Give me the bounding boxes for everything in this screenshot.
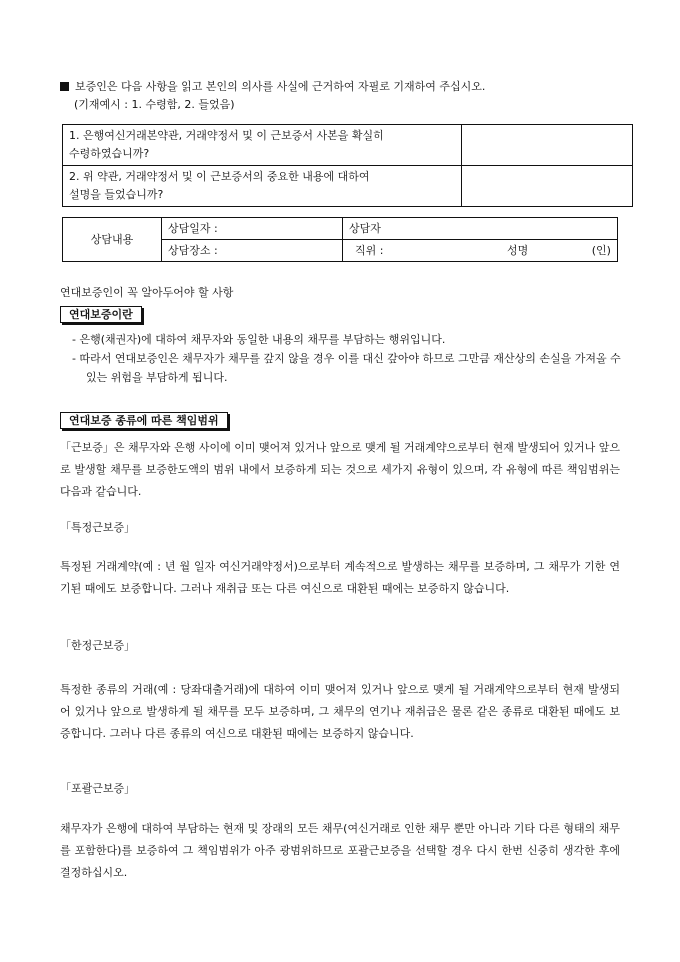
type-body: 특정된 거래계약(예 : 년 월 일자 여신거래약정서)으로부터 계속적으로 발생하는 채무를 보증하며, 그 채무가 기한 연기된 때에도 보증합니다. 그러나 재취급 또는 다른 여신으로 대환된 때에는 보증하지 않습니다. (60, 560, 620, 595)
square-bullet-icon (60, 82, 69, 91)
scope-intro-paragraph: 「근보증」은 채무자와 은행 사이에 이미 맺어져 있거나 앞으로 맺게 될 거래계약으로부터 현재 발생되어 있거나 앞으로 발생할 채무를 보증한도액의 범위 내에서 보증하게 되는 것으로 세가지 유형이 있으며, 각 유형에 따른 책임범위는 다음과 같습니다. (60, 441, 620, 498)
answer-field[interactable] (462, 125, 633, 166)
section-box-title: 연대보증 종류에 따른 책임범위 (60, 412, 228, 429)
consult-date-label: 상담일자 : (168, 222, 218, 235)
question-text: 2. 위 약관, 거래약정서 및 이 근보증서의 중요한 내용에 대하여 (69, 170, 370, 183)
name-label: 성명 (506, 244, 529, 257)
question-text: 설명을 들었습니까? (69, 188, 164, 201)
seal-label: (인) (591, 244, 611, 257)
consult-label: 상담내용 (63, 218, 162, 262)
question-cell (63, 166, 462, 207)
list-item: - 따라서 연대보증인은 채무자가 채무를 갚지 않을 경우 이를 대신 갚아야 하므로 그만큼 재산상의 손실을 가져올 수 있는 위험을 부담하게 됩니다. (72, 352, 621, 384)
type-title: 「한정근보증」 (60, 639, 136, 652)
type-body: 채무자가 은행에 대하여 부담하는 현재 및 장래의 모든 채무(여신거래로 인한 채무 뿐만 아니라 기타 다른 형태의 채무를 포함한다)를 보증하여 그 책임범위가 아주 광범위하므로 포괄근보증을 선택할 경우 다시 한번 신중히 생각한 후에 결정하십시오. (60, 822, 620, 879)
confirmation-table (62, 124, 633, 207)
instruction-example: (기재예시 : 1. 수령함, 2. 들었음) (74, 98, 235, 111)
type-title: 「포괄근보증」 (60, 782, 136, 795)
table-row (63, 125, 633, 166)
list-item: - 은행(채권자)에 대하여 채무자와 동일한 내용의 채무를 부담하는 행위입니다. (72, 333, 446, 346)
consult-place-field[interactable] (162, 240, 343, 262)
answer-field[interactable] (462, 166, 633, 207)
counselor-label: 상담자 (349, 222, 381, 235)
consult-place-label: 상담장소 : (168, 244, 218, 257)
bullet-list (72, 330, 632, 387)
table-row (63, 218, 618, 240)
section-heading: 연대보증인이 꼭 알아두어야 할 사항 (60, 286, 234, 299)
counselor-detail-field[interactable] (343, 240, 618, 262)
question-text: 수령하였습니까? (69, 147, 150, 160)
consult-date-field[interactable] (162, 218, 343, 240)
instruction-text: 보증인은 다음 사항을 읽고 본인의 의사를 사실에 근거하여 자필로 기재하여 주십시오. (75, 80, 486, 93)
instruction-block (60, 78, 630, 114)
counselor-detail-row (349, 242, 611, 259)
position-label: 직위 : (355, 244, 384, 257)
section-box-title: 연대보증이란 (60, 306, 142, 323)
counselor-field[interactable] (343, 218, 618, 240)
type-title: 「특정근보증」 (60, 521, 136, 534)
question-text: 1. 은행여신거래본약관, 거래약정서 및 이 근보증서 사본을 확실히 (69, 129, 384, 142)
type-body: 특정한 종류의 거래(예 : 당좌대출거래)에 대하여 이미 맺어져 있거나 앞으로 맺게 될 거래계약으로부터 현재 발생되어 있거나 앞으로 발생하게 될 채무를 모두 보증하며, 그 채무의 연기나 재취급은 물론 같은 종류로 대환된 때에도 보증합니다. 그러나 다른 종류의 여신으로 대환된 때에는 보증하지 않습니다. (60, 683, 620, 740)
question-cell (63, 125, 462, 166)
consultation-table (62, 217, 618, 262)
instruction-line (60, 78, 630, 96)
table-row (63, 166, 633, 207)
